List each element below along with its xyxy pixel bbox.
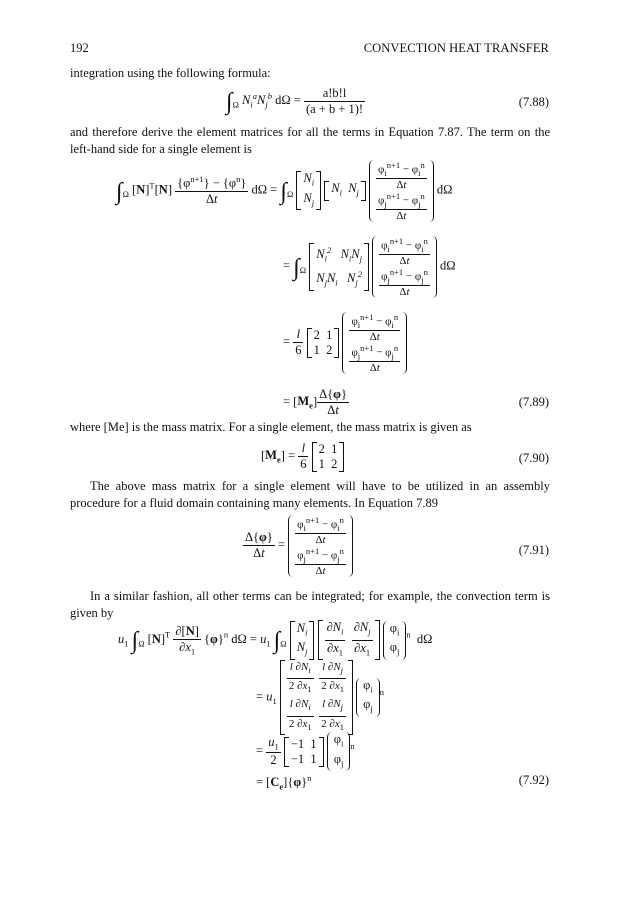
- equation-7-92-line-4: = $[C_e]\{\varphi\}^n$: [256, 773, 312, 792]
- eq-number-7-92: (7.92): [518, 773, 549, 787]
- equation-7-90: $[M_e]$ = $\frac{l}{6}$ 2 1 1 2: [261, 441, 344, 472]
- equation-7-89-line-4: = $[M_e]$ $\frac{\Delta\{\varphi\}}{\Delta t}$: [283, 387, 347, 417]
- paragraph-2: and therefore derive the element matrices for all the terms in Equation 7.87. The term on the left-hand side for a single element is: [70, 125, 550, 156]
- eq-number-7-88: (7.88): [518, 95, 549, 109]
- equation-7-92-line-2: = $u_1$ $\frac{l \partial N_i}{2 \partial x_1}$ $\frac{l \partial N_j}{2 \partial x_1}$ $\frac{l \partial N_i}{2 \partial x_1}$ $\frac{l \partial N_j}{2 \partial x_1}$ $\varphi_i$ $\varphi_j$ $^n$: [256, 660, 384, 735]
- equation-7-91: $\frac{\Delta\{\varphi\}}{\Delta t}$ = $\frac{\varphi_i^{n+1} - \varphi_i^n}{\Delta t}$ $\frac{\varphi_j^{n+1} - \varphi_j^n}{\Delta t}$: [243, 515, 353, 577]
- running-title: CONVECTION HEAT TRANSFER: [363, 41, 549, 55]
- paragraph-5: In a similar fashion, all other terms can be integrated; for example, the convection term is given by: [70, 589, 550, 620]
- eq-number-7-89: (7.89): [518, 395, 549, 409]
- equation-7-92-line-1: $u_1$ $\int_\Omega$ $[N]^T$ $\frac{\partial[N]}{\partial x_1}$ $\{\varphi\}^n$ $d\Omega = u_1$ $\int_\Omega$ $N_i$ $N_j$ $\frac{\partial N_i}{\partial x_1}$ $\frac{\partial N_j}{\partial x_1}$ $\varphi_i$ $\varphi_j$ $^n$ dΩ: [118, 620, 432, 660]
- eq-number-7-91: (7.91): [518, 543, 549, 557]
- page-number: 192: [70, 41, 89, 55]
- paragraph-3: where [Me] is the mass matrix. For a single element, the mass matrix is given as: [70, 420, 472, 434]
- paragraph-4: The above mass matrix for a single element will have to be utilized in an assembly procedure for a fluid domain containing many elements. In Equation 7.89: [70, 479, 550, 510]
- equation-7-89-line-3: = $\frac{l}{6}$ 2 1 1 2 $\frac{\varphi_i^{n+1} - \varphi_i^n}{\Delta t}$ $\frac{\varphi_j^{n+1} - \varphi_j^n}{\Delta t}$: [283, 312, 407, 374]
- equation-7-92-line-3: = $\frac{u_1}{2}$ −1 1 −1 1 $\varphi_i$ $\varphi_j$ $^n$: [256, 732, 355, 771]
- equation-7-88: $\int_\Omega$ $N_i^aN_j^b$ dΩ = $\frac{a!b!l}{(a + b + 1)!}$: [226, 85, 364, 116]
- paragraph-1: integration using the following formula:: [70, 66, 271, 80]
- equation-7-89-line-1: $\int_\Omega$ $[N]^T[N]$ $\frac{\{\varphi^{n+1}\} - \{\varphi^n\}}{\Delta t}$ $d\Omega = \int_\Omega$ $N_i$ $N_j$ $N_i$ $N_j$ $\frac{\varphi_i^{n+1} - \varphi_i^n}{\Delta t}$ $\frac{\varphi_j^{n+1} - \varphi_j^n}{\Delta t}$ dΩ: [116, 160, 453, 222]
- eq-number-7-90: (7.90): [518, 451, 549, 465]
- eq88-numerator: a!b!l: [304, 86, 365, 102]
- equation-7-89-line-2: = $\int_\Omega$ $N_i^2$ $N_iN_j$ $N_jN_i$ $N_j^2$ $\frac{\varphi_i^{n+1} - \varphi_i^n}{\Delta t}$ $\frac{\varphi_j^{n+1} - \varphi_j^n}{\Delta t}$ dΩ: [283, 236, 456, 298]
- eq88-denominator: (a + b + 1)!: [305, 101, 364, 116]
